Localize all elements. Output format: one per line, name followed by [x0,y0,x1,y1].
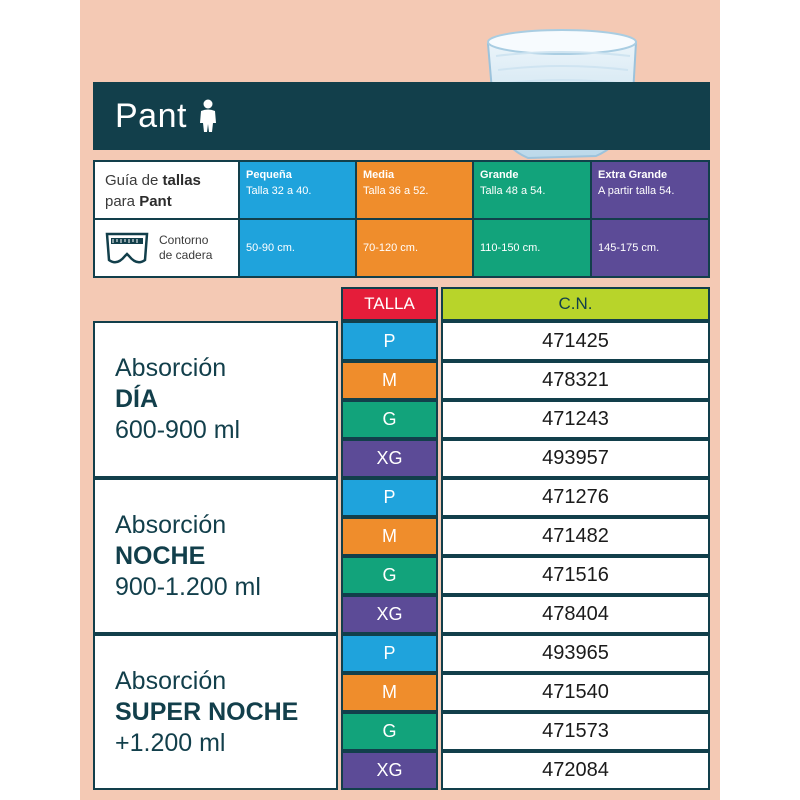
size-desc: Talla 48 a 54. [480,185,546,197]
cn-cell: 493965 [441,634,710,673]
hip-range: 50-90 cm. [246,242,295,254]
absorption-group-day [93,321,338,478]
cn-cell: 471482 [441,517,710,556]
hip-label [95,220,240,276]
product-header [93,82,710,150]
size-cell: G [341,712,438,751]
hip-range: 70-120 cm. [363,242,419,254]
size-cell: P [341,478,438,517]
group-line2: NOCHE [115,541,206,570]
size-desc: Talla 32 a 40. [246,185,312,197]
cn-cell: 471516 [441,556,710,595]
size-small-header [240,162,357,220]
cn-cell: 478404 [441,595,710,634]
size-cell: M [341,361,438,400]
group-line1: Absorción [115,510,227,539]
cn-column-header: C.N. [441,287,710,321]
group-line1: Absorción [115,354,227,382]
cn-cell: 478321 [441,361,710,400]
size-cell: P [341,321,438,361]
guide-label-text: para [105,193,140,210]
size-name: Grande [480,169,519,181]
size-large-range [474,220,592,276]
size-desc: A partir talla 54. [598,185,675,197]
size-name: Media [363,169,395,181]
guide-label-bold: tallas [162,172,201,189]
group-line2: DÍA [115,385,159,413]
hip-label-text [159,233,212,263]
size-small-range [240,220,357,276]
guide-label-bold: Pant [139,193,172,210]
group-line2: SUPER NOCHE [115,697,299,726]
page-title: Pant [115,96,187,135]
size-cell: G [341,556,438,595]
cn-cell: 471243 [441,400,710,439]
cn-cell: 471540 [441,673,710,712]
size-cell: XG [341,595,438,634]
person-icon [197,99,219,133]
size-desc: Talla 36 a 52. [363,185,429,197]
size-name: Pequeña [246,169,292,181]
cn-cell: 471573 [441,712,710,751]
size-guide [93,160,710,278]
size-cell: XG [341,751,438,790]
group-line1: Absorción [115,666,227,695]
size-cell: M [341,673,438,712]
size-large-header [474,162,592,220]
size-cell: P [341,634,438,673]
hip-range: 110-150 cm. [480,242,541,254]
group-line3: 900-1.200 ml [115,572,261,601]
size-name: Extra Grande [598,169,668,181]
size-xlarge-range [592,220,708,276]
size-medium-header [357,162,474,220]
guide-label-text: Guía de [105,172,163,189]
size-cell: M [341,517,438,556]
hip-measure-icon [101,226,153,270]
cn-cell: 471425 [441,321,710,361]
size-medium-range [357,220,474,276]
size-cell: XG [341,439,438,478]
group-line3: 600-900 ml [115,416,241,444]
group-line3: +1.200 ml [115,728,226,757]
talla-column-header: TALLA [341,287,438,321]
absorption-group-night [93,478,338,634]
hip-label-line: Contorno [159,233,209,247]
cn-cell: 472084 [441,751,710,790]
absorption-group-super-night [93,634,338,790]
cn-cell: 493957 [441,439,710,478]
hip-label-line: de cadera [159,248,213,262]
size-cell: G [341,400,438,439]
hip-range: 145-175 cm. [598,242,660,254]
size-guide-label [95,162,240,220]
cn-cell: 471276 [441,478,710,517]
size-xlarge-header [592,162,708,220]
